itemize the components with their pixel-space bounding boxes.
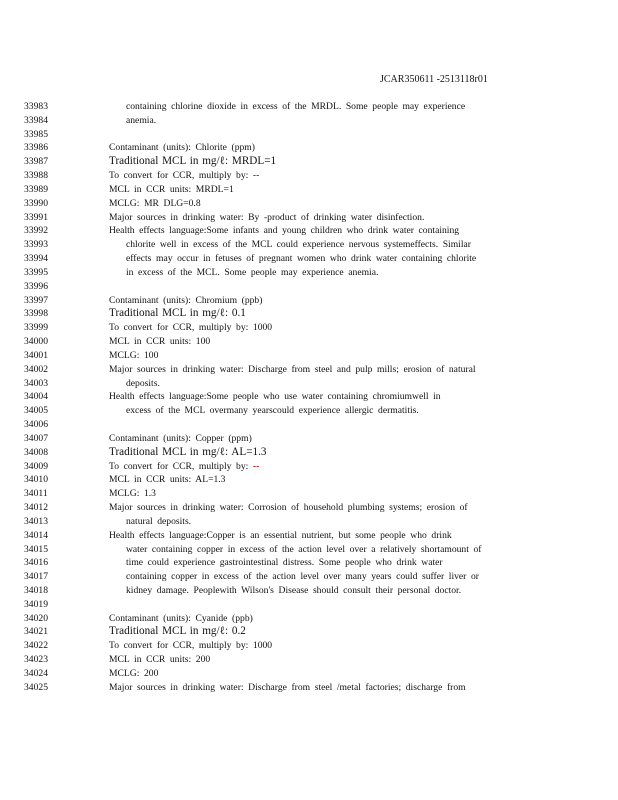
line-number: 34023 (24, 654, 48, 666)
line-number: 33985 (24, 128, 48, 140)
line-number: 33994 (24, 253, 48, 265)
line-text: Contaminant (units): Chlorite (ppm) (109, 142, 255, 154)
line-text: MCL in CCR units: MRDL=1 (109, 183, 234, 195)
line-number: 34005 (24, 405, 48, 417)
line-number: 34015 (24, 543, 48, 555)
line-number: 33984 (24, 114, 48, 126)
line-number: 34012 (24, 502, 48, 514)
document-line (0, 653, 618, 667)
document-line (0, 418, 618, 432)
document-line (0, 556, 618, 570)
line-number: 33983 (24, 101, 48, 112)
line-number: 33991 (24, 211, 48, 223)
line-text: containing chlorine dioxide in excess of the MRDL. Some people may experience (126, 101, 466, 112)
line-number: 33987 (24, 156, 48, 168)
line-number: 34019 (24, 598, 48, 610)
line-number: 33990 (24, 197, 48, 209)
document-line (0, 238, 618, 252)
line-text: To convert for CCR, multiply by: 1000 (109, 322, 273, 334)
line-text: Contaminant (units): Cyanide (ppb) (109, 612, 253, 624)
line-number: 33988 (24, 170, 48, 182)
line-text: water containing copper in excess of the action level over a relatively shortamount of (126, 543, 482, 555)
document-line (0, 128, 618, 142)
document-line (0, 404, 618, 418)
document-body (0, 100, 618, 695)
line-number: 34001 (24, 349, 48, 361)
document-line (0, 515, 618, 529)
line-text: in excess of the MCL. Some people may experience anemia. (126, 266, 379, 278)
line-number: 33986 (24, 142, 48, 154)
line-number: 34007 (24, 432, 48, 444)
document-line (0, 570, 618, 584)
line-number: 34006 (24, 419, 48, 431)
document-line (0, 294, 618, 308)
line-number: 34013 (24, 515, 48, 527)
line-number: 33992 (24, 225, 48, 237)
document-line (0, 335, 618, 349)
line-text: Contaminant (units): Chromium (ppb) (109, 294, 263, 306)
line-text: Health effects language:Some people who use water containing chromiumwell in (109, 391, 441, 403)
line-text: MCLG: 1.3 (109, 488, 156, 500)
line-text: Traditional MCL in mg/ℓ: AL=1.3 (109, 445, 267, 458)
document-line (0, 100, 618, 114)
line-text: MCLG: MR DLG=0.8 (109, 197, 201, 209)
line-text: To convert for CCR, multiply by: 1000 (109, 640, 273, 652)
line-number: 34017 (24, 571, 48, 583)
line-text: MCL in CCR units: AL=1.3 (109, 474, 226, 486)
document-line (0, 266, 618, 280)
line-text: time could experience gastrointestinal distress. Some people who drink water (126, 557, 443, 569)
line-text: anemia. (126, 114, 157, 126)
document-line (0, 529, 618, 543)
document-line (0, 169, 618, 183)
line-number: 34016 (24, 557, 48, 569)
document-line (0, 473, 618, 487)
document-line (0, 141, 618, 155)
line-text: effects may occur in fetuses of pregnant women who drink water containing chlorite (126, 253, 477, 265)
line-number: 34020 (24, 612, 48, 624)
line-number: 34000 (24, 336, 48, 348)
line-text: Traditional MCL in mg/ℓ: 0.1 (109, 307, 246, 320)
line-text: containing copper in excess of the action level over many years could suffer liver or (126, 571, 479, 583)
line-number: 34025 (24, 681, 48, 693)
line-number: 33997 (24, 294, 48, 306)
line-number: 33993 (24, 239, 48, 251)
document-line (0, 197, 618, 211)
line-number: 34024 (24, 667, 48, 679)
line-number: 34011 (24, 488, 48, 500)
line-number: 34014 (24, 529, 48, 541)
document-line (0, 681, 618, 695)
not-applicable-dash: -- (252, 170, 260, 182)
document-line (0, 460, 618, 474)
line-number: 33998 (24, 308, 48, 320)
document-line (0, 155, 618, 169)
line-text: Health effects language:Copper is an essential nutrient, but some people who drink (109, 529, 452, 541)
document-line (0, 501, 618, 515)
line-text: deposits. (126, 377, 160, 389)
document-id: JCAR350611 -2513118r01 (380, 74, 488, 85)
line-text: To convert for CCR, multiply by: -- (109, 460, 260, 472)
line-number: 34003 (24, 377, 48, 389)
document-line (0, 390, 618, 404)
line-number: 33996 (24, 280, 48, 292)
line-text: MCL in CCR units: 200 (109, 654, 211, 666)
document-line (0, 487, 618, 501)
document-line (0, 446, 618, 460)
line-text: kidney damage. Peoplewith Wilson's Disease should consult their personal doctor. (126, 584, 462, 596)
line-number: 34010 (24, 474, 48, 486)
document-line (0, 211, 618, 225)
line-number: 33995 (24, 266, 48, 278)
document-line (0, 349, 618, 363)
line-number: 33999 (24, 322, 48, 334)
document-line (0, 377, 618, 391)
document-line (0, 183, 618, 197)
document-line (0, 280, 618, 294)
document-line (0, 224, 618, 238)
document-line (0, 307, 618, 321)
line-text: Contaminant (units): Copper (ppm) (109, 432, 252, 444)
line-text: Major sources in drinking water: Discharge from steel /metal factories; discharge from (109, 681, 466, 693)
document-line (0, 598, 618, 612)
line-text: Traditional MCL in mg/ℓ: 0.2 (109, 625, 246, 638)
line-text: Health effects language:Some infants and young children who drink water containing (109, 225, 460, 237)
line-number: 34002 (24, 363, 48, 375)
line-text: natural deposits. (126, 515, 192, 527)
line-number: 34004 (24, 391, 48, 403)
line-number: 34022 (24, 640, 48, 652)
document-line (0, 625, 618, 639)
document-line (0, 432, 618, 446)
document-line (0, 543, 618, 557)
line-text: Major sources in drinking water: Discharge from steel and pulp mills; erosion of natural (109, 363, 476, 375)
line-text: Major sources in drinking water: By -product of drinking water disinfection. (109, 211, 425, 223)
line-number: 34008 (24, 446, 48, 458)
line-text: MCLG: 200 (109, 667, 159, 679)
line-text: Traditional MCL in mg/ℓ: MRDL=1 (109, 155, 277, 168)
document-line (0, 612, 618, 626)
document-line (0, 667, 618, 681)
line-text: MCL in CCR units: 100 (109, 336, 211, 348)
document-line (0, 252, 618, 266)
line-text: Major sources in drinking water: Corrosion of household plumbing systems; erosion of (109, 502, 468, 514)
line-text: MCLG: 100 (109, 349, 159, 361)
document-line (0, 321, 618, 335)
line-text: To convert for CCR, multiply by: -- (109, 170, 260, 182)
document-line (0, 114, 618, 128)
line-number: 34021 (24, 626, 48, 638)
line-text: chlorite well in excess of the MCL could experience nervous systemeffects. Similar (126, 239, 471, 251)
line-number: 34009 (24, 460, 48, 472)
document-line (0, 639, 618, 653)
document-line (0, 584, 618, 598)
line-number: 33989 (24, 183, 48, 195)
document-line (0, 363, 618, 377)
line-number: 34018 (24, 584, 48, 596)
not-applicable-dash: -- (252, 460, 260, 472)
line-text: excess of the MCL overmany yearscould experience allergic dermatitis. (126, 405, 419, 417)
